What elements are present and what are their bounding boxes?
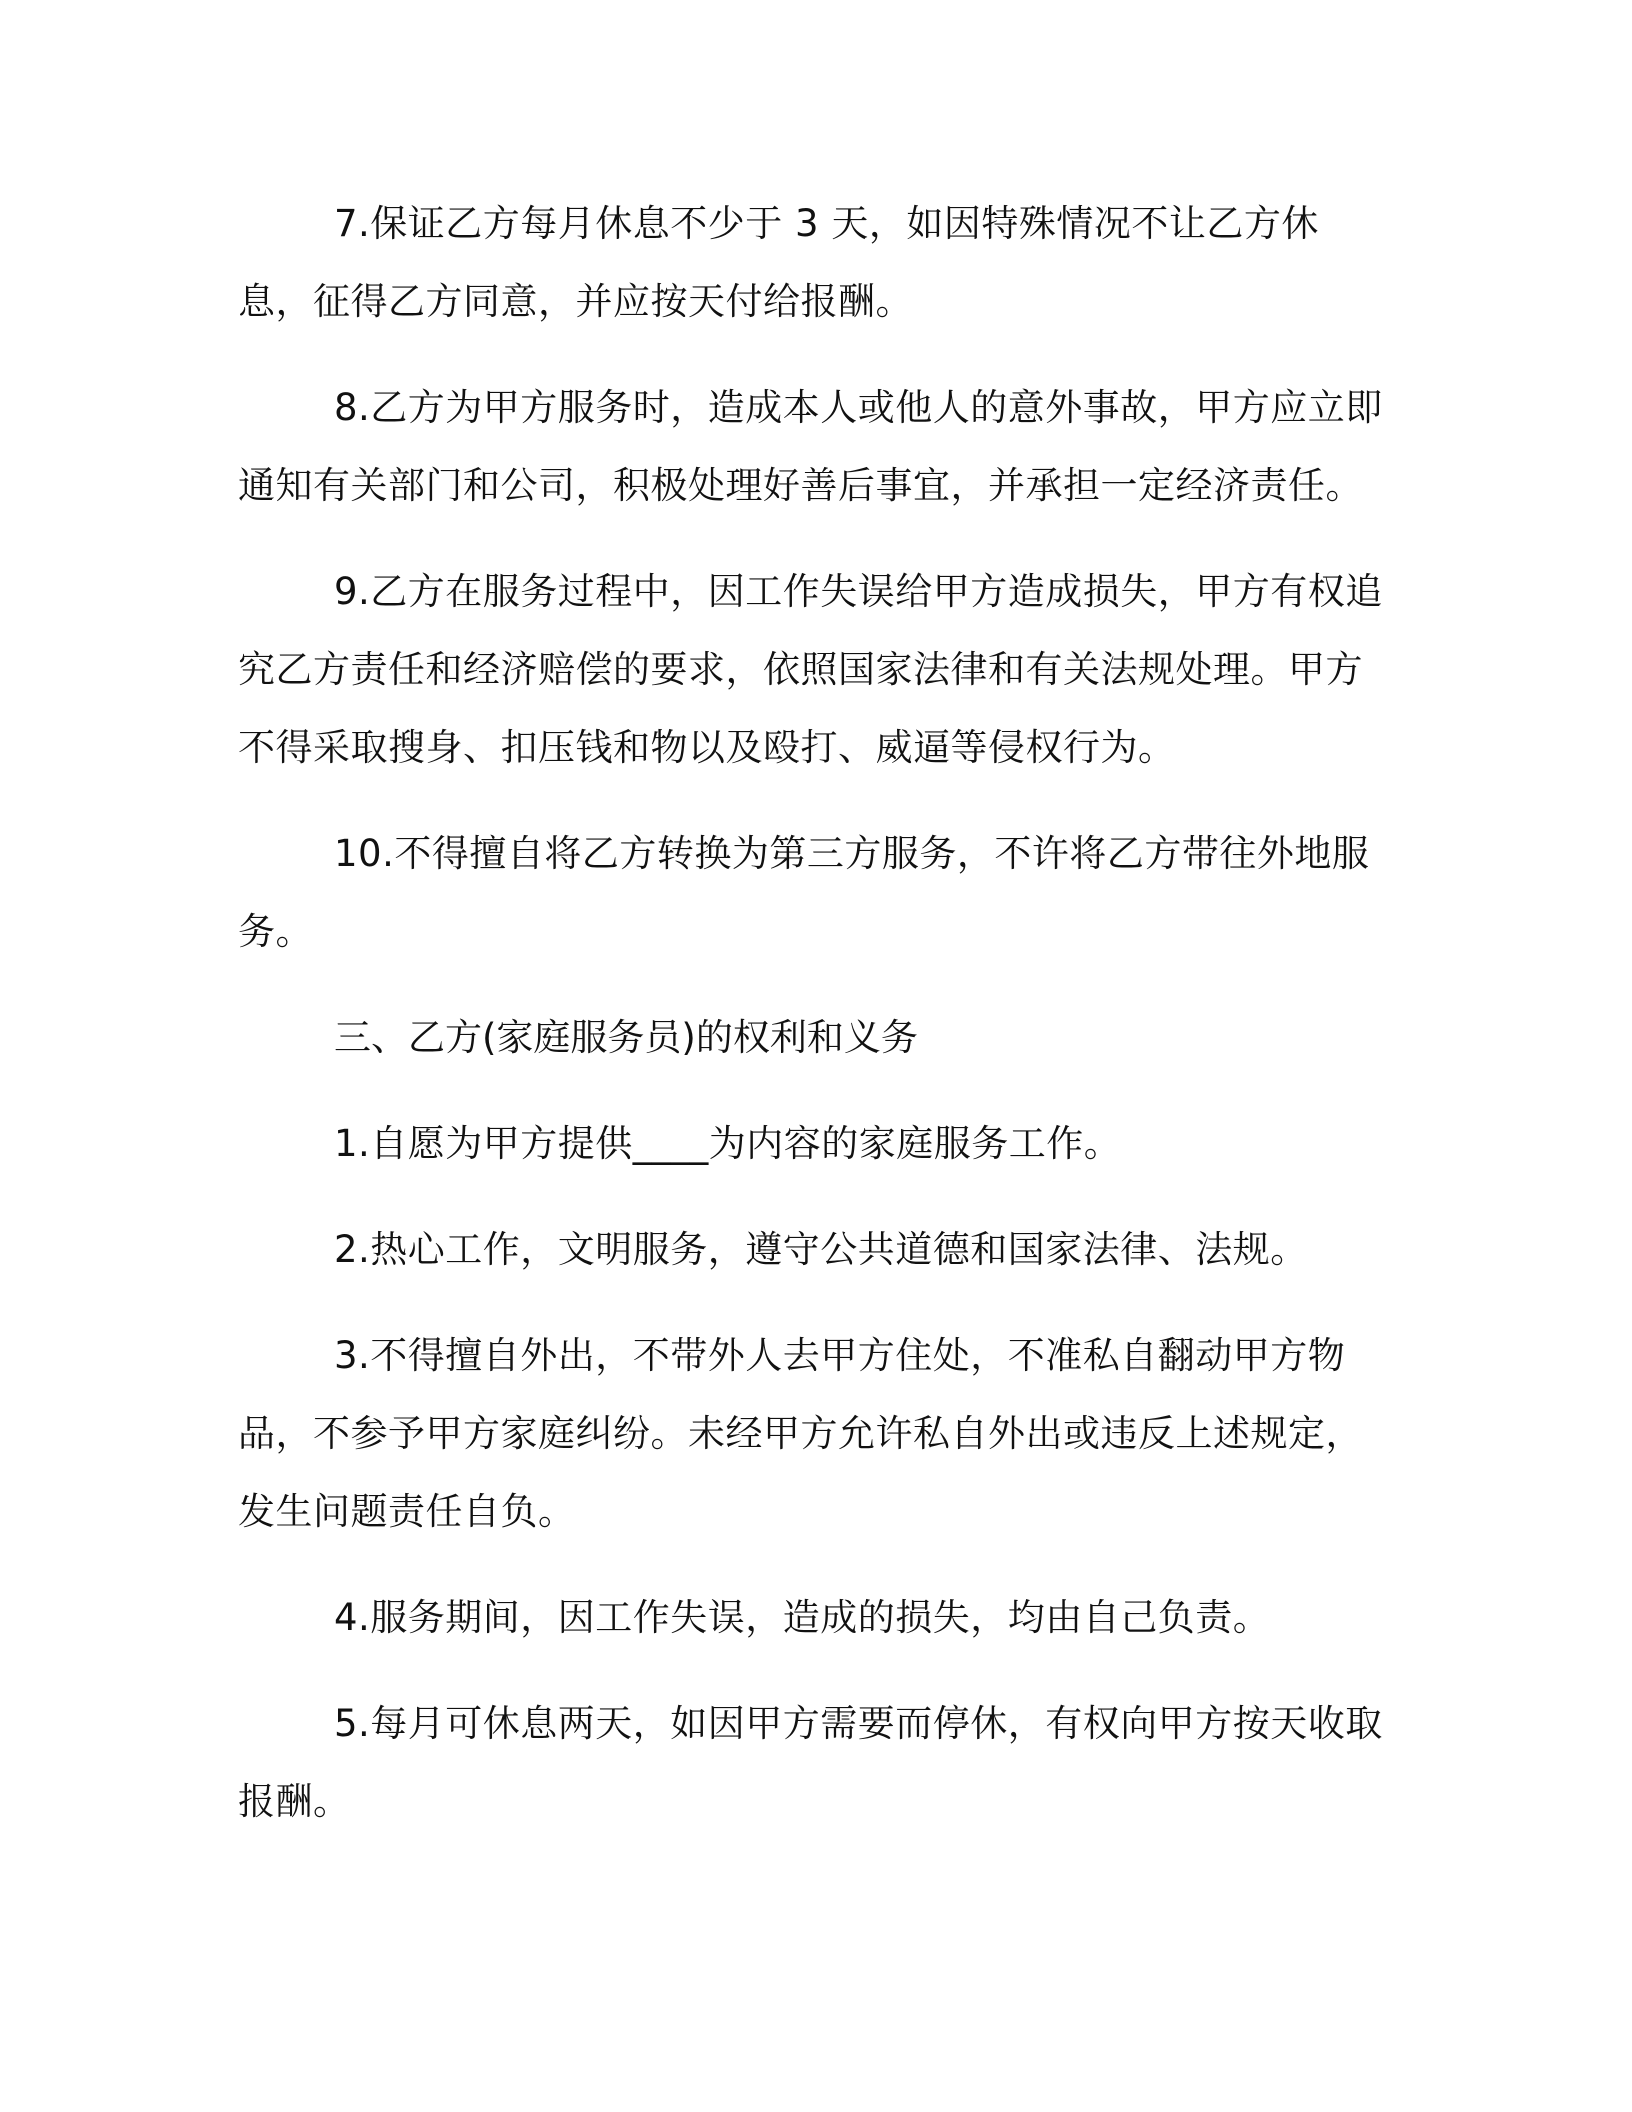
paragraph-item-10: 10.不得擅自将乙方转换为第三方服务，不许将乙方带往外地服务。 — [238, 832, 1370, 953]
paragraph-item-9: 9.乙方在服务过程中，因工作失误给甲方造成损失，甲方有权追究乙方责任和经济赔偿的要求，依照国家法律和有关法规处理。甲方不得采取搜身、扣压钱和物以及殴打、威逼等侵权行为。 — [238, 570, 1383, 769]
section-item-1: 1.自愿为甲方提供____为内容的家庭服务工作。 — [334, 1122, 1122, 1165]
section-item-3: 3.不得擅自外出，不带外人去甲方住处，不准私自翻动甲方物品，不参予甲方家庭纠纷。未经甲方允许私自外出或违反上述规定，发生问题责任自负。 — [238, 1334, 1363, 1533]
section-heading: 三、乙方(家庭服务员)的权利和义务 — [334, 1016, 918, 1059]
section-item-4: 4.服务期间，因工作失误，造成的损失，均由自己负责。 — [334, 1596, 1271, 1639]
section-item-5: 5.每月可休息两天，如因甲方需要而停休，有权向甲方按天收取报酬。 — [238, 1702, 1383, 1823]
section-item-2: 2.热心工作，文明服务，遵守公共道德和国家法律、法规。 — [334, 1228, 1308, 1271]
paragraph-item-8: 8.乙方为甲方服务时，造成本人或他人的意外事故，甲方应立即通知有关部门和公司，积极处理好善后事宜，并承担一定经济责任。 — [238, 386, 1383, 507]
document-body — [238, 185, 1388, 1841]
paragraph-item-7: 7.保证乙方每月休息不少于 3 天，如因特殊情况不让乙方休息，征得乙方同意，并应按天付给报酬。 — [238, 202, 1319, 323]
